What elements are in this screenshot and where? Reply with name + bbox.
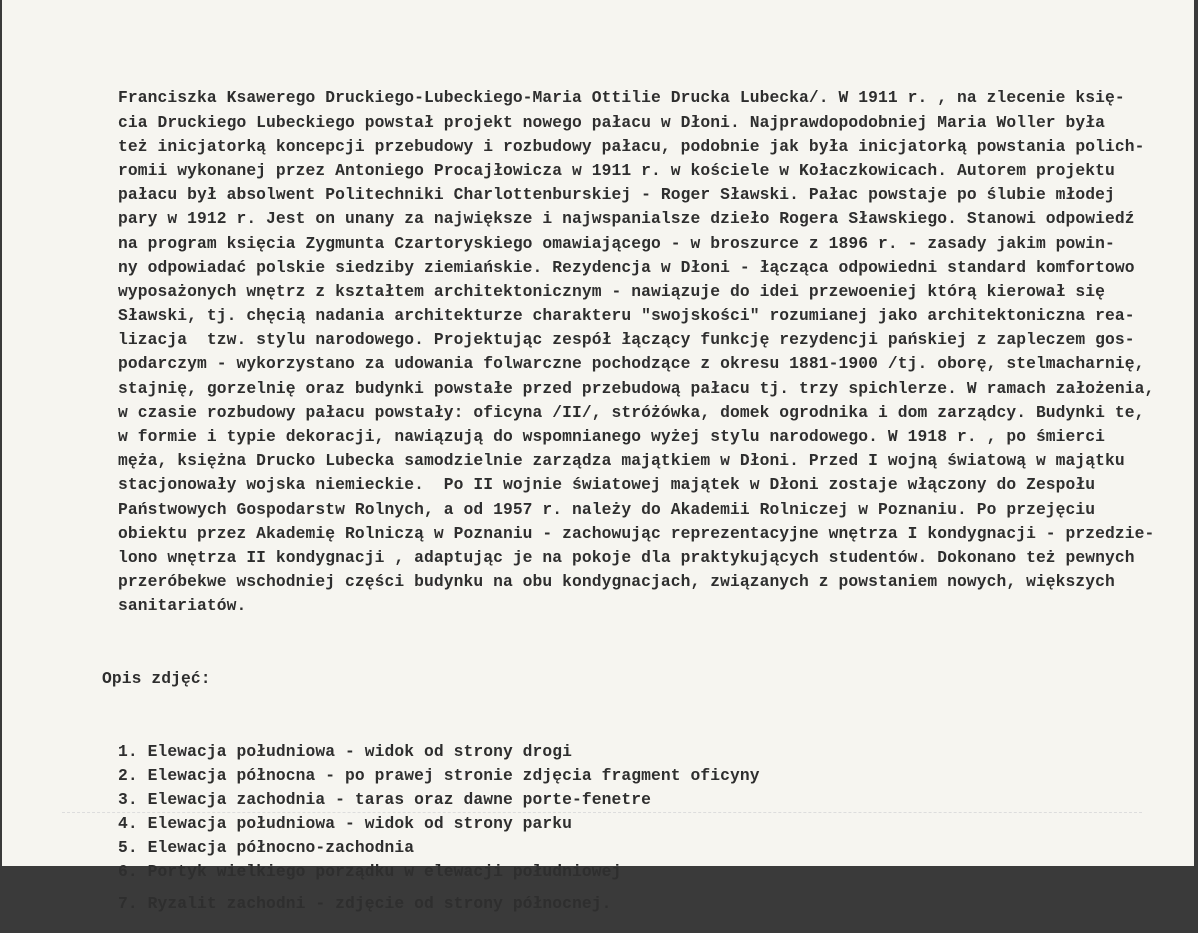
paragraph-line: lizacja tzw. stylu narodowego. Projektując zespół łączący funkcję rezydencji pańskiej z zapleczem gos- bbox=[118, 330, 1135, 350]
paragraph-line: męża, księżna Drucko Lubecka samodzielnie zarządza majątkiem w Dłoni. Przed I wojną światową w majątku bbox=[118, 451, 1125, 471]
paragraph-line: Państwowych Gospodarstw Rolnych, a od 1957 r. należy do Akademii Rolniczej w Poznaniu. Po przejęciu bbox=[118, 499, 1096, 519]
paragraph-line: stacjonowały wojska niemieckie. Po II wojnie światowej majątek w Dłoni zostaje włączony do Zespołu bbox=[118, 475, 1096, 495]
photo-item: 4. Elewacja południowa - widok od strony parku bbox=[118, 814, 573, 834]
paragraph-line: obiektu przez Akademię Rolniczą w Poznaniu - zachowując reprezentacyjne wnętrza I kondygnacji - przedzie- bbox=[118, 523, 1155, 543]
paragraph-line: Franciszka Ksawerego Druckiego-Lubeckiego-Maria Ottilie Drucka Lubecka/. W 1911 r. , na zlecenie księ- bbox=[118, 88, 1125, 108]
photos-heading: Opis zdjęć: bbox=[102, 668, 211, 688]
typewritten-page bbox=[2, 0, 1194, 913]
photo-item: 7. Ryzalit zachodni - zdjęcie od strony północnej. bbox=[118, 893, 612, 913]
paragraph-line: przeróbekwe wschodniej części budynku na obu kondygnacjach, związanych z powstaniem nowych, większych bbox=[118, 572, 1115, 592]
photo-item: 3. Elewacja zachodnia - taras oraz dawne porte-fenetre bbox=[118, 789, 651, 809]
paragraph-line: cia Druckiego Lubeckiego powstał projekt nowego pałacu w Dłoni. Najprawdopodobniej Maria Woller była bbox=[118, 112, 1106, 132]
paragraph-line: ny odpowiadać polskie siedziby ziemiańskie. Rezydencja w Dłoni - łącząca odpowiedni standard komfortowo bbox=[118, 257, 1135, 277]
paragraph-line: pałacu był absolwent Politechniki Charlottenburskiej - Roger Sławski. Pałac powstaje po ślubie młodej bbox=[118, 185, 1115, 205]
paragraph-line: Sławski, tj. chęcią nadania architekturze charakteru "swojskości" rozumianej jako architektoniczna rea- bbox=[118, 306, 1135, 326]
paragraph-line: stajnię, gorzelnię oraz budynki powstałe przed przebudową pałacu tj. trzy spichlerze. W ramach założenia, bbox=[118, 378, 1155, 398]
paragraph-line: lono wnętrza II kondygnacji , adaptując je na pokoje dla praktykujących studentów. Dokonano też pewnych bbox=[118, 547, 1135, 567]
paragraph-line: w czasie rozbudowy pałacu powstały: oficyna /II/, stróżówka, domek ogrodnika i dom zarządcy. Budynki te, bbox=[118, 402, 1145, 422]
paragraph-line: sanitariatów. bbox=[118, 596, 247, 616]
photo-list bbox=[118, 740, 1154, 913]
description-paragraph bbox=[118, 86, 1154, 618]
paragraph-line: pary w 1912 r. Jest on unany za największe i najwspanialsze dzieło Rogera Sławskiego. Stanowi odpowiedź bbox=[118, 209, 1135, 229]
paragraph-line: podarczym - wykorzystano za udowania folwarczne pochodzące z okresu 1881-1900 /tj. oborę, stelmacharnię, bbox=[118, 354, 1145, 374]
photo-item: 5. Elewacja północno-zachodnia bbox=[118, 838, 415, 858]
photo-item: 1. Elewacja południowa - widok od strony drogi bbox=[118, 741, 573, 761]
paragraph-line: romii wykonanej przez Antoniego Procajłowicza w 1911 r. w kościele w Kołaczkowicach. Autorem projektu bbox=[118, 160, 1115, 180]
document-body bbox=[102, 38, 1155, 933]
paragraph-line: wyposażonych wnętrz z kształtem architektonicznym - nawiązuje do idei przewoeniej którą kierował się bbox=[118, 281, 1106, 301]
paragraph-line: też inicjatorką koncepcji przebudowy i rozbudowy pałacu, podobnie jak była inicjatorką powstania polich- bbox=[118, 136, 1145, 156]
photo-item: 2. Elewacja północna - po prawej stronie zdjęcia fragment oficyny bbox=[118, 765, 760, 785]
paragraph-line: w formie i typie dekoracji, nawiązują do wspomnianego wyżej stylu narodowego. W 1918 r. , po śmierci bbox=[118, 427, 1106, 447]
paragraph-line: na program księcia Zygmunta Czartoryskiego omawiającego - w broszurce z 1896 r. - zasady jakim powin- bbox=[118, 233, 1115, 253]
photo-item: 6. Portyk wielkiego porządku w elewacji południowej bbox=[118, 862, 622, 882]
